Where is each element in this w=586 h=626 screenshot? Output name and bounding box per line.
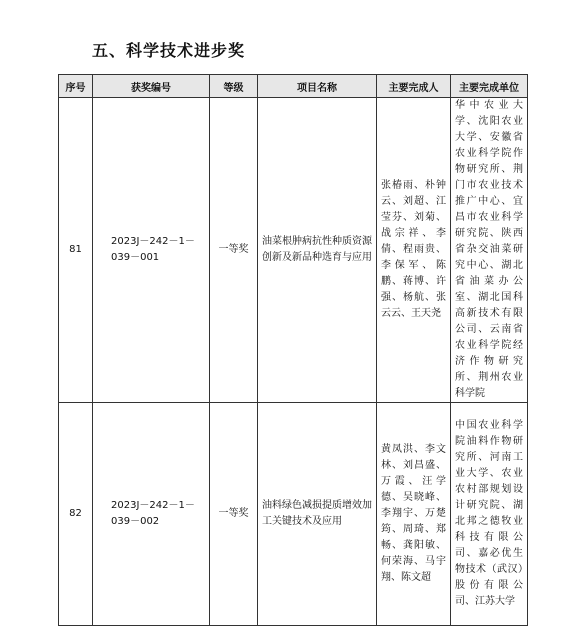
table-header-row (59, 75, 528, 98)
table-row (59, 403, 528, 626)
header-level: 等级 (210, 75, 258, 98)
row-no: 82 (59, 403, 93, 626)
award-table (58, 74, 528, 626)
row-people: 黄凤洪、李文林、刘昌盛、万霞、汪学德、吴晓峰、李翔宇、万楚筠、周琦、郑畅、龚阳敏、何荣海、马宇翔、陈文超 (377, 403, 451, 626)
header-no: 序号 (59, 75, 93, 98)
row-project: 油菜根肿病抗性种质资源创新及新品种选育与应用 (258, 98, 377, 403)
row-no: 81 (59, 98, 93, 403)
header-units: 主要完成单位 (451, 75, 528, 98)
row-code: 2023J－242－1－039－002 (93, 403, 210, 626)
row-units: 中国农业科学院油料作物研究所、河南工业大学、农业农村部规划设计研究院、湖北邦之德牧业科技有限公司、嘉必优生物技术（武汉）股份有限公司、江苏大学 (451, 403, 528, 626)
table-row (59, 98, 528, 403)
row-project: 油料绿色减损提质增效加工关键技术及应用 (258, 403, 377, 626)
row-level: 一等奖 (210, 403, 258, 626)
row-people: 张椿雨、朴钟云、刘超、江莹芬、刘菊、战宗祥、李倩、程雨贵、李保军、陈鹏、蒋博、许强、杨航、张云云、王天尧 (377, 98, 451, 403)
header-project: 项目名称 (258, 75, 377, 98)
section-title: 五、科学技术进步奖 (92, 41, 246, 60)
header-code: 获奖编号 (93, 75, 210, 98)
row-level: 一等奖 (210, 98, 258, 403)
row-units: 华中农业大学、沈阳农业大学、安徽省农业科学院作物研究所、荆门市农业技术推广中心、宜昌市农业科学研究院、陕西省杂交油菜研究中心、湖北省油菜办公室、湖北国科高新技术有限公司、云南省农业科学院经济作物研究所、荆州农业科学院 (451, 98, 528, 403)
row-code: 2023J－242－1－039－001 (93, 98, 210, 403)
header-people: 主要完成人 (377, 75, 451, 98)
